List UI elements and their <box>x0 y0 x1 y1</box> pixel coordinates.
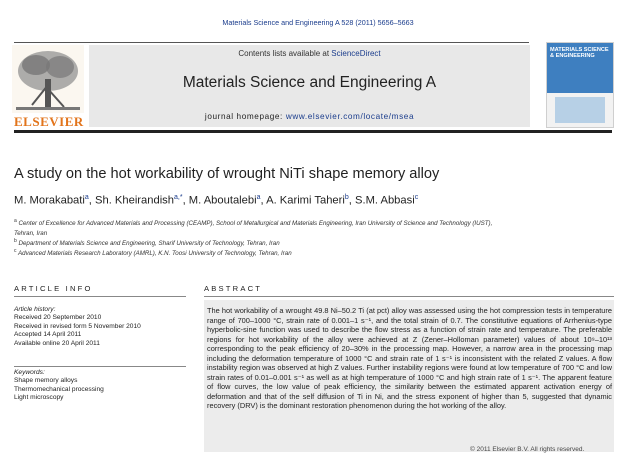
abstract-heading: ABSTRACT <box>204 284 263 293</box>
affiliation <box>14 217 514 238</box>
author-sup: c <box>414 194 419 201</box>
history-item: Received in revised form 5 November 2010 <box>14 322 141 330</box>
homepage-prefix: journal homepage: <box>204 112 283 121</box>
contents-available <box>89 49 530 58</box>
header-divider <box>14 130 612 133</box>
affiliation-text: Center of Excellence for Advanced Materials and Processing (CEAMP), School of Metallurgical and Materials Engineering, Iran University of Science and Technology (IUST), Tehran, Iran <box>14 220 493 237</box>
keywords-label: Keywords: <box>14 369 45 376</box>
abstract-rule <box>204 296 614 297</box>
header-rule <box>14 42 529 43</box>
author-name[interactable]: Sh. Kheirandish <box>95 194 175 207</box>
contents-prefix: Contents lists available at <box>238 49 330 58</box>
author-sup: a <box>256 194 261 201</box>
keyword-item: Thermomechanical processing <box>14 385 104 393</box>
history-item: Accepted 14 April 2011 <box>14 331 82 339</box>
publisher-logo: ELSEVIER <box>14 114 84 129</box>
affiliation-sup: b <box>14 238 17 244</box>
article-title: A study on the hot workability of wrought NiTi shape memory alloy <box>14 166 440 182</box>
homepage-link[interactable]: www.elsevier.com/locate/msea <box>285 112 415 121</box>
article-info-rule <box>14 296 186 297</box>
article-history <box>14 306 141 348</box>
affiliation-sup: c <box>14 248 17 254</box>
author-name[interactable]: M. Morakabati <box>14 194 85 207</box>
author-sup: b <box>344 194 349 201</box>
history-item: Available online 20 April 2011 <box>14 339 100 347</box>
cover-picture <box>555 97 605 123</box>
keywords-rule <box>14 366 186 367</box>
affiliation-text: Advanced Materials Research Laboratory (AMRL), K.N. Toosi University of Technology, Tehran, Iran <box>18 250 292 258</box>
abstract-text: The hot workability of a wrought 49.8 Ni–50.2 Ti (at pct) alloy was assessed using the hot compression tests in temperature range of 700–1000 °C, strain rate of 0.001–1 s⁻¹, and the total strain of 0.7. The constitutive equations of Arrhenius-type hyperbolic-sine function was used to describe the flow stress as a function of strain rate and temperature. The preferable regions for hot workability of the alloy were achieved at Z (Zener–Holloman parameter) values of about 10⁹–10¹³ corresponding to the peak efficiency of 20–30% in the processing map. However, a narrow area in the processing map including the deformation temperature of 1000 °C and strain rate of 1 s⁻¹ is inconsistent with the related Z values. A flow instability region was observed at high Z values. Further instability regions were found at low temperature of 700 °C and low strain rates of 0.01–0.001 s⁻¹ as well as at high temperature of 1000 °C and high strain rate of 1 s⁻¹. The apparent feature of flow curves, the low value of peak efficiency, the similarity between the estimated apparent activation energy of deformation and that of the self diffusion of Ti in Ni, and the stress exponent of higher than 5, suggested that dynamic recovery (DRV) is the dominant restoration phenomenon during the hot working of the alloy. <box>207 306 612 411</box>
author-name[interactable]: S.M. Abbasi <box>355 194 415 207</box>
history-item: Received 20 September 2010 <box>14 314 102 322</box>
author-name[interactable]: A. Karimi Taheri <box>266 194 345 207</box>
author-sup: a,* <box>174 194 183 201</box>
history-label: Article history: <box>14 306 56 313</box>
author-sup: a <box>84 194 89 201</box>
journal-homepage <box>89 112 530 121</box>
article-info-heading: ARTICLE INFO <box>14 284 93 293</box>
keyword-item: Shape memory alloys <box>14 377 78 385</box>
journal-title: Materials Science and Engineering A <box>182 74 437 91</box>
journal-citation: Materials Science and Engineering A 528 (2011) 5656–5663 <box>222 18 414 27</box>
copyright-notice: © 2011 Elsevier B.V. All rights reserved. <box>470 446 585 453</box>
author-list: M. Morakabati$^a$, Sh. Kheirandish$^{a,*}$, M. Aboutalebi$^a$, A. Karimi Taheri$^b$, S.M. Abbasi$^c$ <box>14 194 419 207</box>
keywords-block <box>14 369 104 403</box>
affiliation-text: Department of Materials Science and Engineering, Sharif University of Technology, Tehran, Iran <box>18 240 280 248</box>
affiliation-sup: a <box>14 218 17 224</box>
author-name[interactable]: M. Aboutalebi <box>188 194 257 207</box>
cover-title: MATERIALS SCIENCE & ENGINEERING <box>550 47 609 60</box>
keyword-item: Light microscopy <box>14 394 64 402</box>
sciencedirect-link[interactable]: ScienceDirect <box>331 49 381 58</box>
journal-cover-image <box>546 42 614 128</box>
affiliation <box>14 247 514 259</box>
